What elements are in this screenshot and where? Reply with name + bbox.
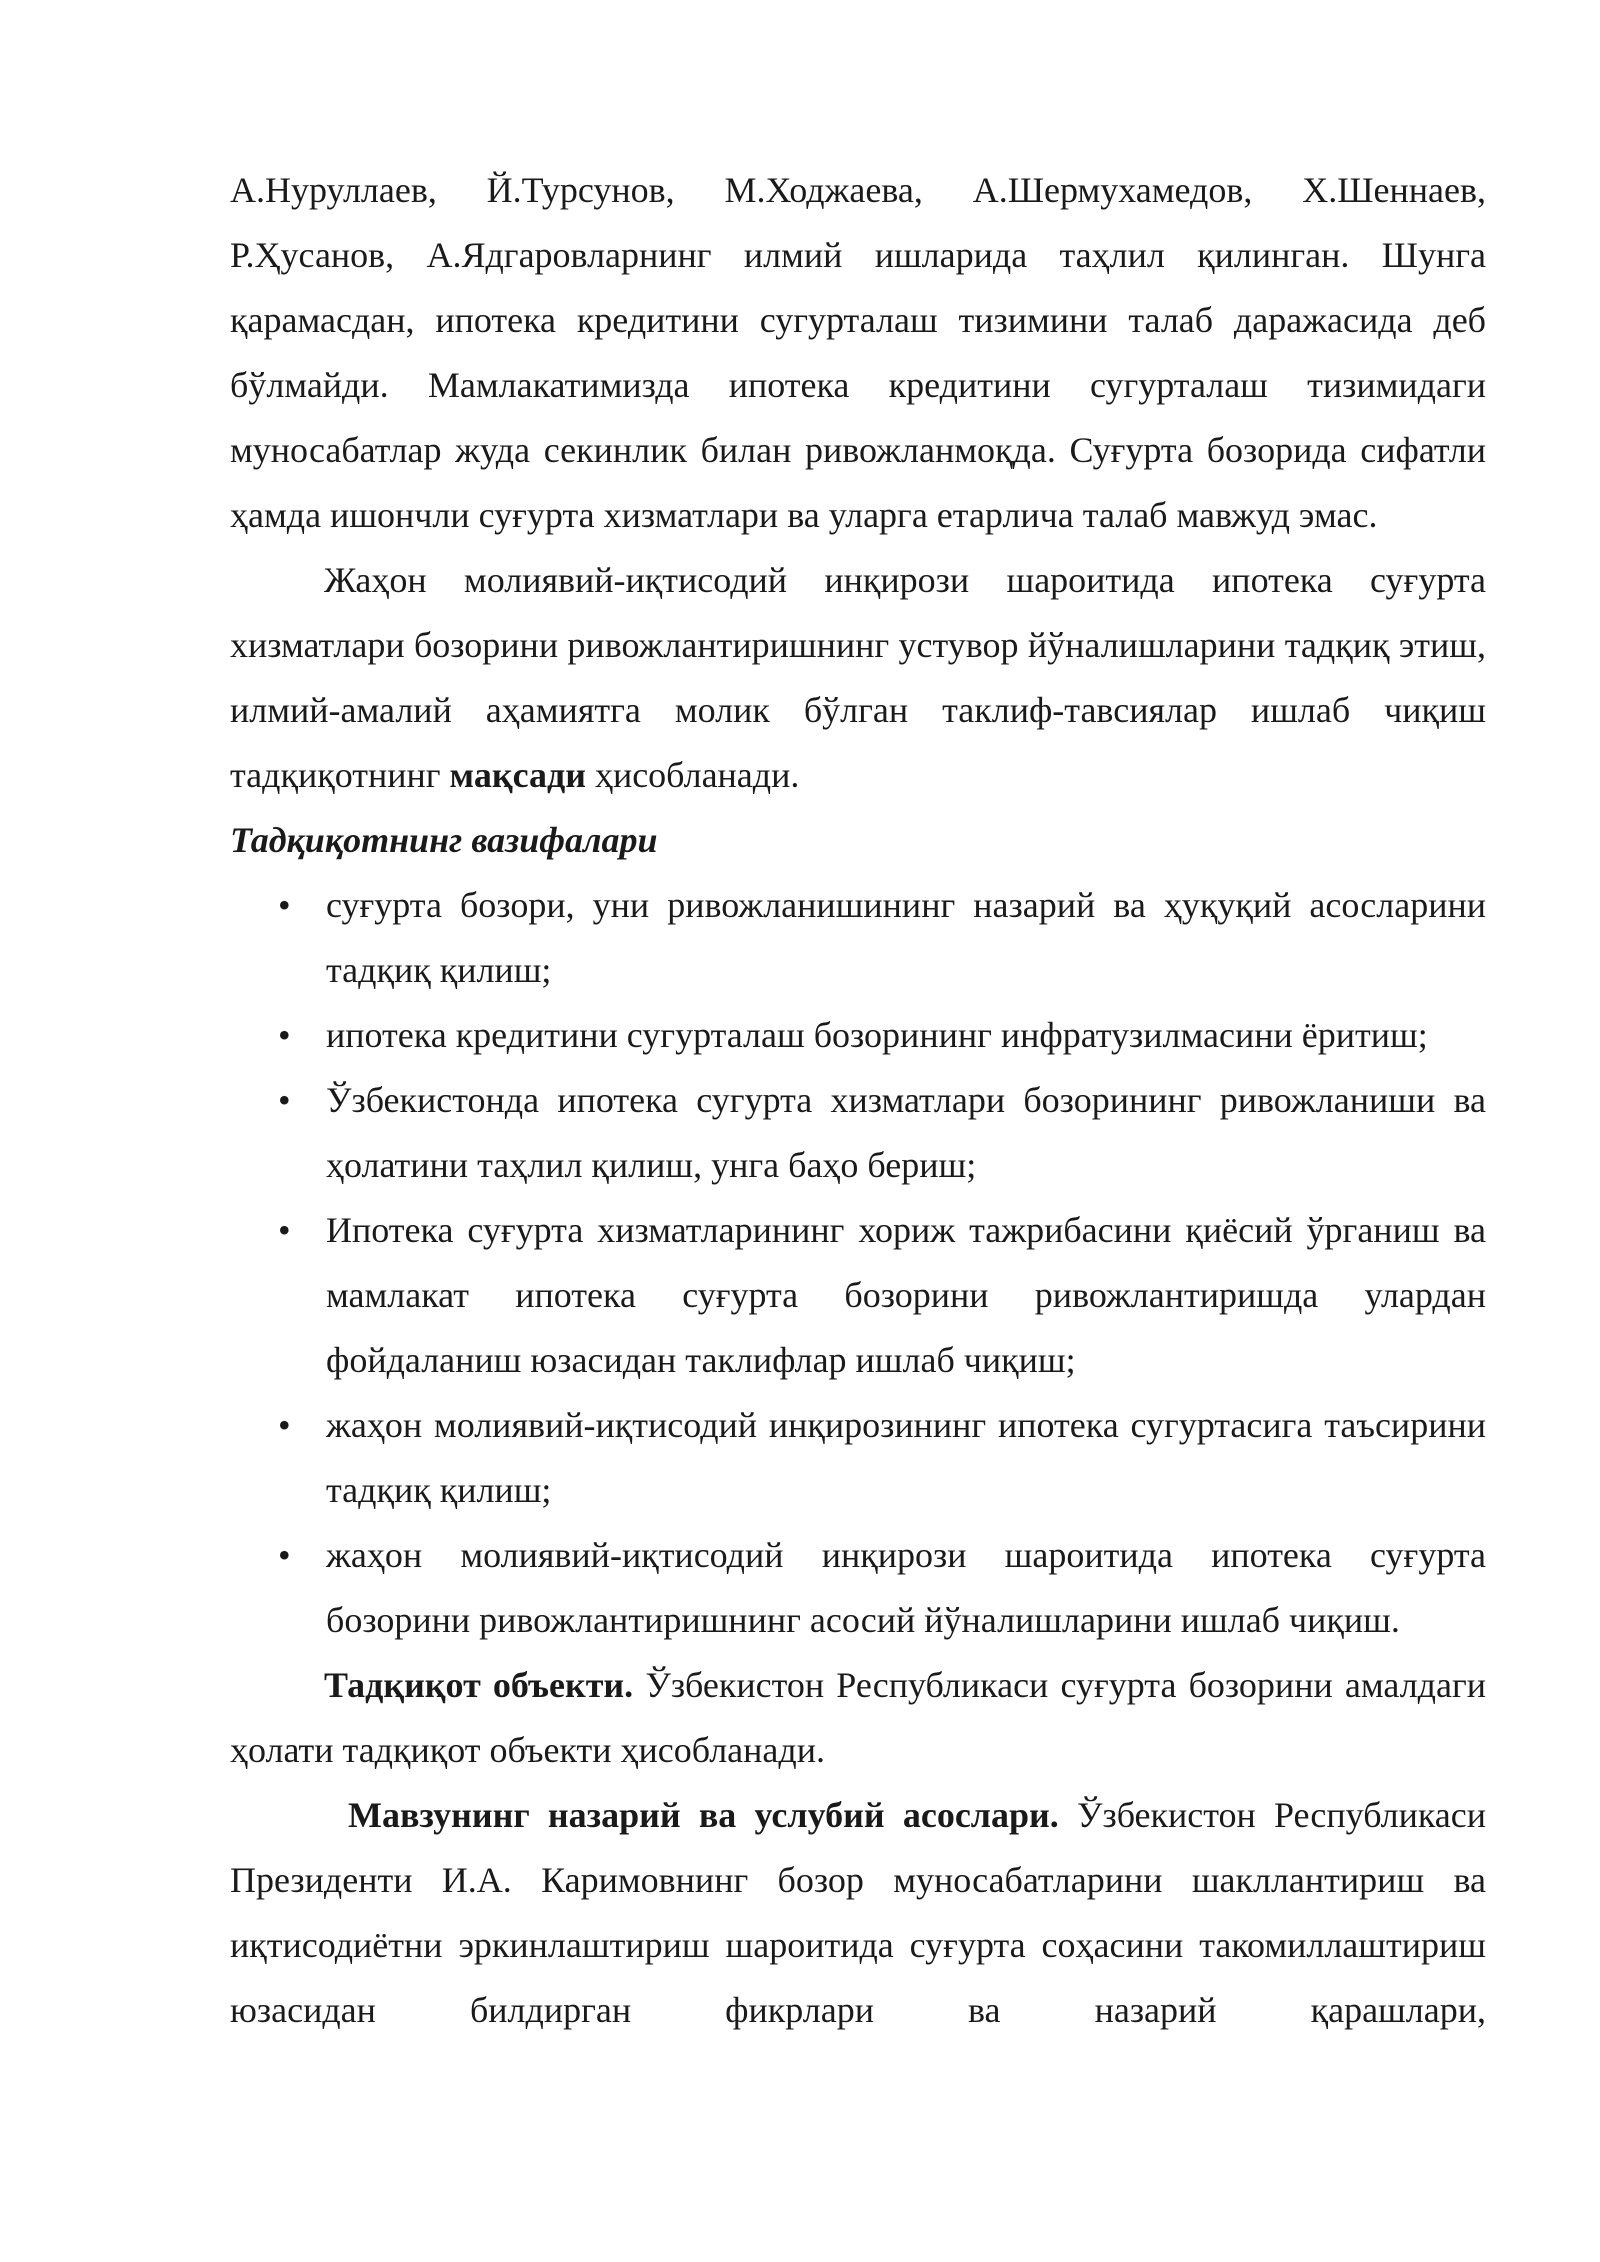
task-item xyxy=(230,1523,1486,1653)
task-item-text: жаҳон молиявий-иқтисодий инқирози шароитида ипотека суғурта бозорини ривожлантиришнинг асосий йўналишларини ишлаб чиқиш. xyxy=(326,1535,1486,1640)
task-item xyxy=(230,1068,1486,1198)
bullet-icon: • xyxy=(278,885,291,925)
task-item-text: жаҳон молиявий-иқтисодий инқирозининг ипотека сугуртасига таъсирини тадқиқ қилиш; xyxy=(326,1405,1486,1510)
task-item-text: Ўзбекистонда ипотека сугурта хизматлари бозорининг ривожланиши ва ҳолатини таҳлил қилиш, унга баҳо бериш; xyxy=(326,1080,1486,1185)
goal-text-before: Жаҳон молиявий-иқтисодий инқирози шароитида ипотека суғурта хизматлари бозорини ривожлантиришнинг устувор йўналишларини тадқиқ этиш, илмий-амалий аҳамиятга молик бўлган таклиф-тавсиялар ишлаб чиқиш тадқиқотнинг xyxy=(230,560,1486,795)
task-item xyxy=(230,1393,1486,1523)
task-item xyxy=(230,1198,1486,1393)
task-item-text: ипотека кредитини сугурталаш бозорининг инфратузилмасини ёритиш; xyxy=(326,1015,1428,1055)
task-item-text: Ипотека суғурта хизматларининг хориж тажрибасини қиёсий ўрганиш ва мамлакат ипотека суғурта бозорини ривожлантиришда улардан фойдаланиш юзасидан таклифлар ишлаб чиқиш; xyxy=(326,1210,1486,1380)
object-label: Тадқиқот объекти. xyxy=(324,1665,634,1705)
task-item xyxy=(230,1003,1486,1068)
object-text: Ўзбекистон Республикаси суғурта бозорини амалдаги ҳолати тадқиқот объекти ҳисобланади. xyxy=(230,1665,1486,1770)
task-item xyxy=(230,873,1486,1003)
tasks-list xyxy=(230,873,1486,1653)
paragraph-research-goal xyxy=(230,548,1486,808)
bullet-icon: • xyxy=(278,1015,291,1055)
tasks-heading: Тадқиқотнинг вазифалари xyxy=(230,820,658,860)
bullet-icon: • xyxy=(278,1405,291,1445)
paragraph-literature-review: А.Нуруллаев, Й.Турсунов, М.Ходжаева, А.Шермухамедов, Х.Шеннаев, Р.Ҳусанов, А.Ядгаровларнинг илмий ишларида таҳлил қилинган. Шунга қарамасдан, ипотека кредитини сугурталаш тизимини талаб даражасида деб бўлмайди. Мамлакатимизда ипотека кредитини сугурталаш тизимидаги муносабатлар жуда секинлик билан ривожланмоқда. Суғурта бозорида сифатли ҳамда ишончли суғурта хизматлари ва уларга етарлича талаб мавжуд эмас. xyxy=(230,170,1486,535)
goal-keyword: мақсади xyxy=(449,755,586,795)
bullet-icon: • xyxy=(278,1080,291,1120)
paragraph-research-object xyxy=(230,1653,1486,1783)
basis-label: Мавзунинг назарий ва услубий асослари. xyxy=(348,1795,1059,1835)
bullet-icon: • xyxy=(278,1210,291,1250)
bullet-icon: • xyxy=(278,1535,291,1575)
document-page xyxy=(230,158,1486,2043)
paragraph-theoretical-basis xyxy=(230,1783,1486,2043)
basis-text: Ўзбекистон Республикаси Президенти И.А. Каримовнинг бозор муносабатларини шакллантириш ва иқтисодиётни эркинлаштириш шароитида суғурта соҳасини такомиллаштириш юзасидан билдирган фикрлари ва назарий қарашлари, xyxy=(230,1795,1487,2030)
goal-text-after: ҳисобланади. xyxy=(585,755,800,795)
task-item-text: суғурта бозори, уни ривожланишининг назарий ва ҳуқуқий асосларини тадқиқ қилиш; xyxy=(326,885,1486,990)
